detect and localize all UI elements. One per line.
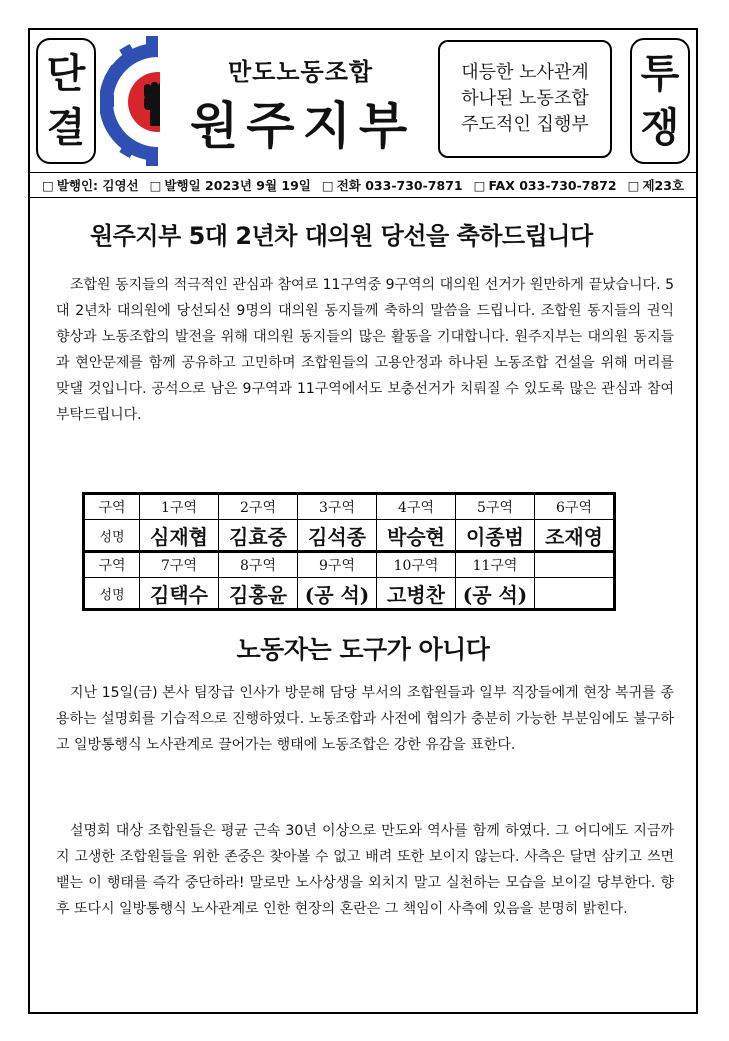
fax-info: □ FAX 033-730-7872 (473, 177, 617, 193)
zone-label: 구역 (84, 494, 140, 520)
slogan-right-box (630, 38, 690, 164)
zone-cell: 8구역 (219, 552, 298, 578)
zone-cell: 1구역 (140, 494, 219, 520)
name-cell: 조재영 (535, 520, 615, 552)
zone-cell: 5구역 (456, 494, 535, 520)
right-char-2: 쟁 (640, 105, 680, 151)
right-char-1: 투 (640, 51, 680, 97)
publisher-info: □ 발행인: 김영선 (42, 178, 139, 193)
zone-cell: 2구역 (219, 494, 298, 520)
date-info: □ 발행일 2023년 9월 19일 (149, 178, 311, 193)
zone-cell: 9구역 (298, 552, 377, 578)
name-label: 성명 (84, 520, 140, 552)
newsletter-page (28, 28, 698, 1014)
article2-body-1: 지난 15일(금) 본사 팀장급 인사가 방문해 담당 부서의 조합원들과 일부 직장들에게 현장 복귀를 종용하는 설명회를 기습적으로 진행하였다. 노동조합과 사전에 협의가 충분히 가능한 부분임에도 불구하고 일방통행식 노사관계로 끌어가는 행태에 노동조합은 강한 유감을 표한다. (56, 685, 674, 753)
name-cell: 김택수 (140, 578, 219, 610)
name-cell: 박승현 (377, 520, 456, 552)
zone-cell: 3구역 (298, 494, 377, 520)
name-cell: 고병찬 (377, 578, 456, 610)
masthead (30, 30, 696, 172)
table-row (84, 552, 615, 578)
name-cell: (공 석) (298, 578, 377, 610)
zone-cell (535, 552, 615, 578)
zone-label: 구역 (84, 552, 140, 578)
slogan-2: 하나된 노동조합 (461, 88, 589, 109)
name-cell: 이종범 (456, 520, 535, 552)
name-cell: 김홍윤 (219, 578, 298, 610)
zone-cell: 10구역 (377, 552, 456, 578)
union-name: 만도노동조합 (228, 58, 374, 86)
branch-name: 원주지부 (190, 97, 416, 155)
slogan-1: 대등한 노사관계 (461, 62, 589, 83)
slogan-left-box (36, 38, 96, 164)
zone-cell: 11구역 (456, 552, 535, 578)
table-row (84, 494, 615, 520)
zone-cell: 7구역 (140, 552, 219, 578)
zone-cell: 4구역 (377, 494, 456, 520)
publication-info-bar (30, 172, 696, 198)
slogan-3: 주도적인 집행부 (461, 114, 589, 135)
name-label: 성명 (84, 578, 140, 610)
table-row (84, 578, 615, 610)
table-row (84, 520, 615, 552)
slogan-box (438, 40, 612, 158)
name-cell (535, 578, 615, 610)
name-cell: (공 석) (456, 578, 535, 610)
name-cell: 김석종 (298, 520, 377, 552)
issue-info: □ 제23호 (627, 178, 684, 193)
article1-body: 조합원 동지들의 적극적인 관심과 참여로 11구역중 9구역의 대의원 선거가 원만하게 끝났습니다. 5대 2년차 대의원에 당선되신 9명의 대의원 동지들께 축하의 말씀을 드립니다. 조합원 동지들의 권익 향상과 노동조합의 발전을 위해 대의원 동지들의 많은 활동을 기대합니다. 원주지부는 대의원 동지들과 현안문제를 함께 공유하고 고민하며 조합원들의 고용안정과 하나된 노동조합 건설을 위해 머리를 맞댈 것입니다. 공석으로 남은 9구역과 11구역에서도 보충선거가 치뤄질 수 있도록 많은 관심과 참여 부탁드립니다. (56, 277, 674, 423)
gear-fist-icon (100, 32, 160, 170)
name-cell: 김효중 (219, 520, 298, 552)
article2-body-2: 설명회 대상 조합원들은 평균 근속 30년 이상으로 만도와 역사를 함께 하였다. 그 어디에도 지금까지 고생한 조합원들을 위한 존중은 찾아볼 수 없고 배려 또한 보이지 않는다. 사측은 달면 삼키고 쓰면 뱉는 이 행태를 즉각 중단하라! 말로만 노사상생을 외치지 말고 실천하는 모습을 보이길 당부한다. 향후 또다시 일방통행식 노사관계로 인한 현장의 혼란은 그 책임이 사측에 있음을 분명히 밝힌다. (56, 823, 674, 917)
left-char-1: 단 (46, 51, 86, 97)
article2-title: 노동자는 도구가 아니다 (236, 635, 490, 664)
zone-cell: 6구역 (535, 494, 615, 520)
delegate-table (82, 492, 616, 611)
phone-info: □ 전화 033-730-7871 (321, 178, 463, 193)
left-char-2: 결 (46, 105, 86, 151)
article1-title: 원주지부 5대 2년차 대의원 당선을 축하드립니다 (90, 222, 593, 250)
name-cell: 심재협 (140, 520, 219, 552)
